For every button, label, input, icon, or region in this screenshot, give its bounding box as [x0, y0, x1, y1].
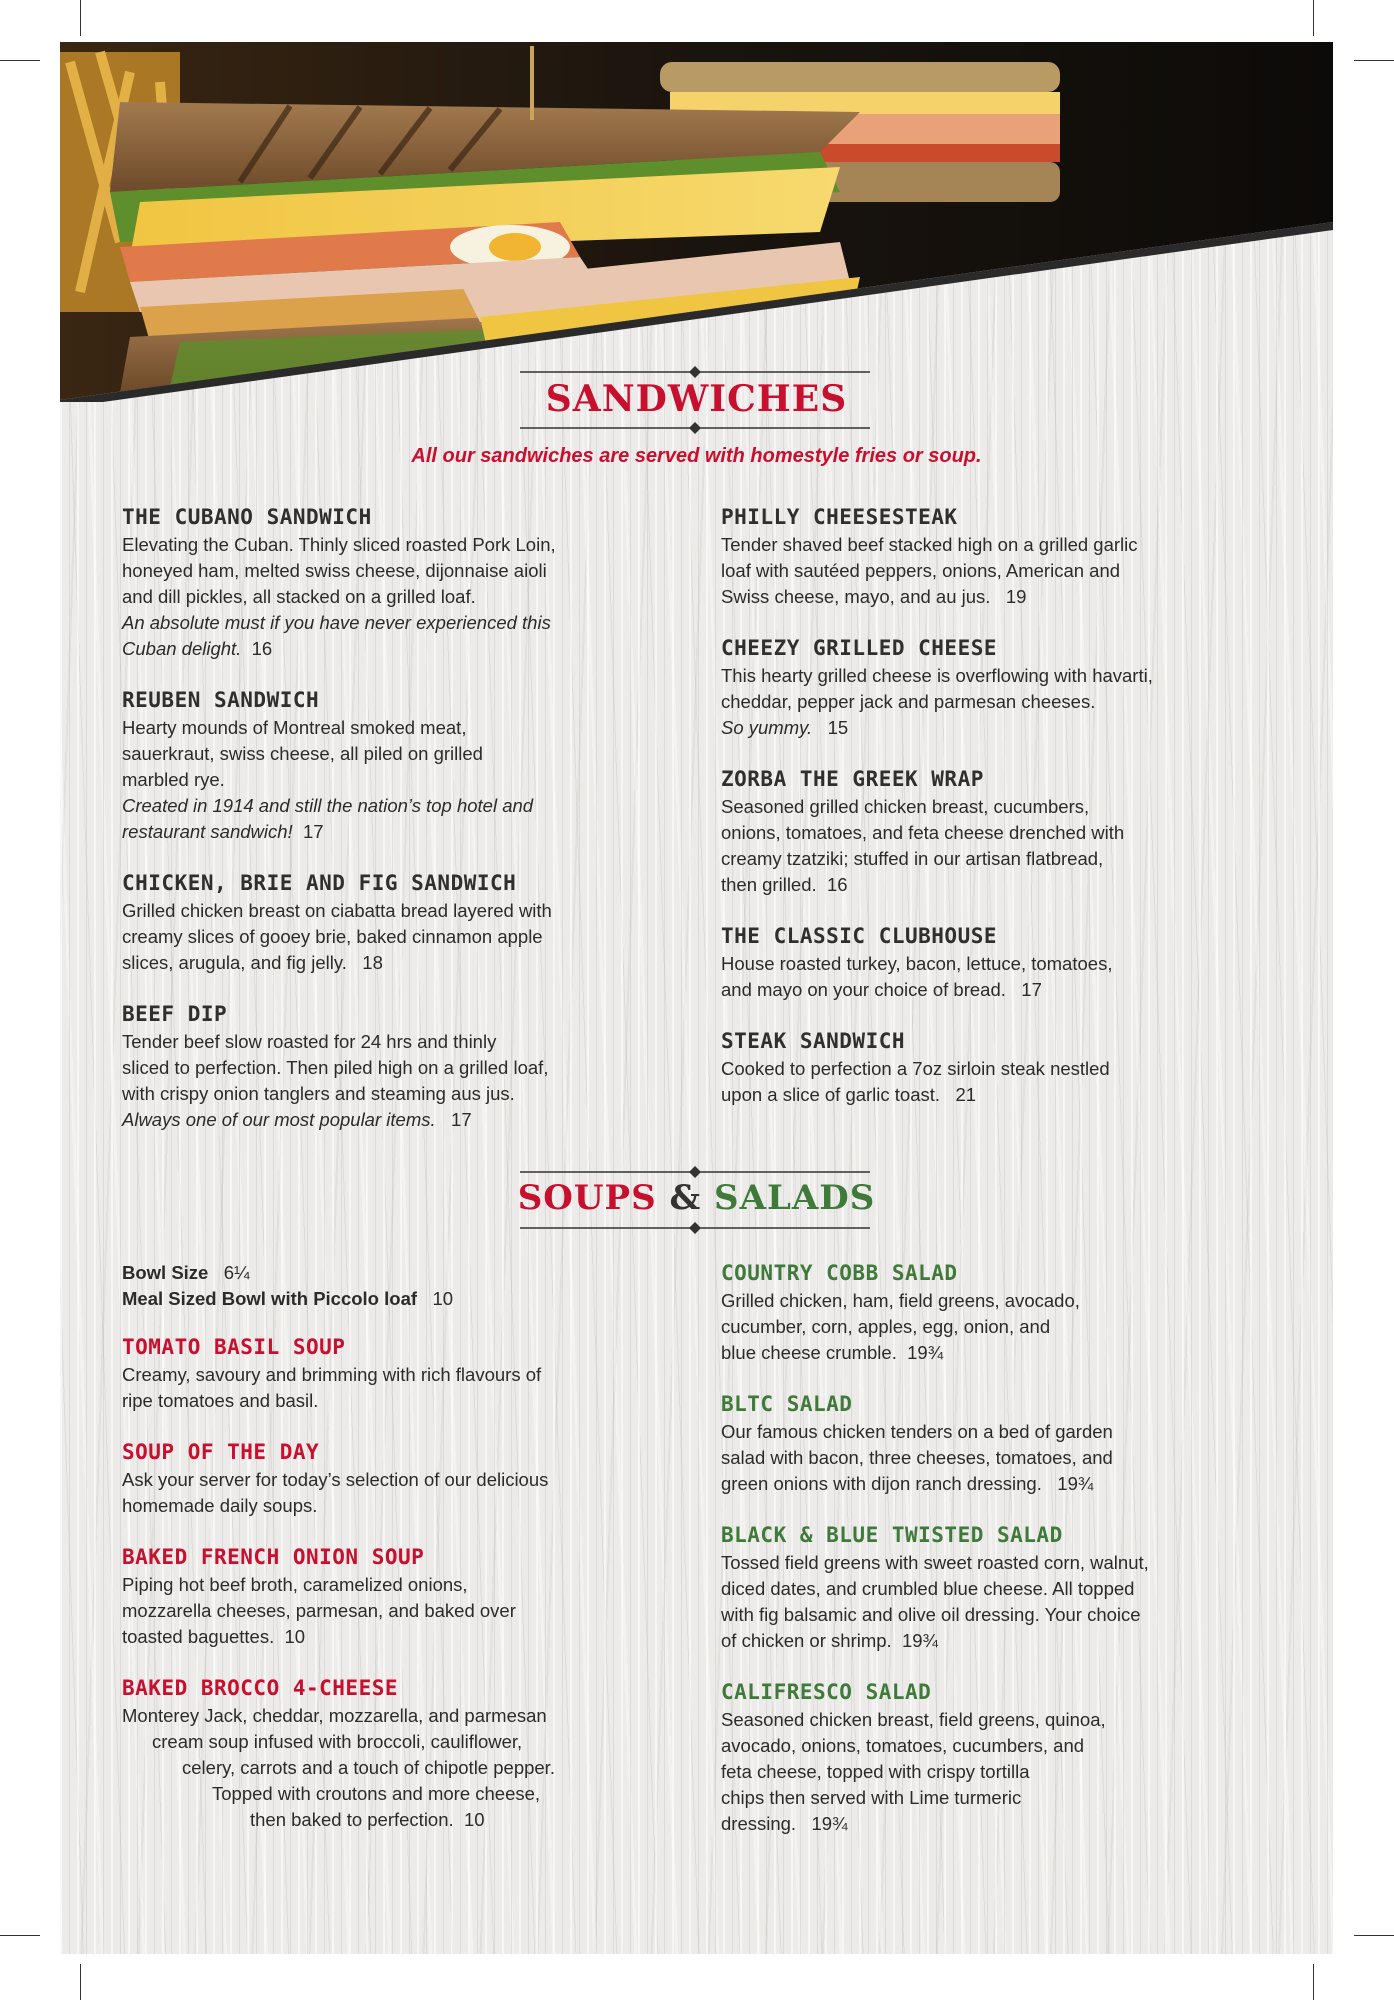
item-desc-line: with fig balsamic and olive oil dressing. Your choice: [721, 1604, 1141, 1625]
sandwiches-tagline: All our sandwiches are served with homestyle fries or soup.: [411, 445, 982, 467]
item-desc-text: dressing.: [721, 1813, 797, 1834]
item-desc-line: creamy tzatziki; stuffed in our artisan flatbread,: [721, 848, 1104, 869]
item-note-line: Created in 1914 and still the nation’s top hotel and: [122, 795, 534, 816]
item-desc-line: [721, 1811, 1301, 1837]
item-name: ZORBA THE GREEK WRAP: [721, 767, 984, 791]
item-price: 19¾: [907, 1342, 944, 1363]
item-desc-text: then baked to perfection.: [250, 1809, 454, 1830]
item-desc-text: Swiss cheese, mayo, and au jus.: [721, 586, 991, 607]
item-desc-line: [721, 1340, 1301, 1366]
item-desc-line: with crispy onion tanglers and steaming aus jus.: [122, 1083, 515, 1104]
item-desc-line: marbled rye.: [122, 769, 225, 790]
item-price: 17: [451, 1109, 472, 1130]
item-desc-text: slices, arugula, and fig jelly.: [122, 952, 347, 973]
item-name: CHEEZY GRILLED CHEESE: [721, 636, 998, 660]
item-desc-line: Elevating the Cuban. Thinly sliced roasted Pork Loin,: [122, 534, 556, 555]
sandwich-hero-image: [60, 42, 1333, 402]
crop-mark: [1313, 0, 1314, 36]
item-desc-line: Our famous chicken tenders on a bed of garden: [721, 1421, 1113, 1442]
crop-mark: [0, 60, 40, 61]
item-desc-line: sliced to perfection. Then piled high on a grilled loaf,: [122, 1057, 549, 1078]
menu-item-cubano: [122, 502, 682, 662]
item-note-text: So yummy.: [721, 717, 813, 738]
item-note-line: An absolute must if you have never experienced this: [122, 612, 551, 633]
item-name: BEEF DIP: [122, 1002, 228, 1026]
menu-item-cobb: [721, 1258, 1301, 1366]
meal-bowl-price: 10: [432, 1288, 454, 1309]
item-desc-line: Seasoned grilled chicken breast, cucumbers,: [721, 796, 1090, 817]
item-name: THE CUBANO SANDWICH: [122, 505, 372, 529]
item-desc-line: [122, 1807, 682, 1833]
item-note-text: Always one of our most popular items.: [122, 1109, 436, 1130]
menu-item-reuben: [122, 685, 682, 845]
item-note-line: [122, 636, 682, 662]
item-note-line: [122, 1107, 682, 1133]
item-desc-line: Piping hot beef broth, caramelized onions,: [122, 1574, 468, 1595]
menu-item-chicken-brie-fig: [122, 868, 682, 976]
item-desc-line: Tossed field greens with sweet roasted corn, walnut,: [721, 1552, 1149, 1573]
item-desc-text: toasted baguettes.: [122, 1626, 275, 1647]
menu-item-cheezy: [721, 633, 1301, 741]
item-desc-text: of chicken or shrimp.: [721, 1630, 892, 1651]
sandwiches-title: SANDWICHES: [545, 378, 848, 420]
menu-item-black-blue: [721, 1520, 1301, 1654]
menu-page: [60, 42, 1333, 1954]
item-name: BLACK & BLUE TWISTED SALAD: [721, 1523, 1063, 1547]
item-name: PHILLY CHEESESTEAK: [721, 505, 958, 529]
item-desc-line: chips then served with Lime turmeric: [721, 1787, 1022, 1808]
item-desc-text: blue cheese crumble.: [721, 1342, 897, 1363]
item-price: 17: [302, 821, 324, 842]
item-desc-line: Cooked to perfection a 7oz sirloin steak nestled: [721, 1058, 1110, 1079]
item-desc-line: This hearty grilled cheese is overflowing with havarti,: [721, 665, 1153, 686]
item-desc-line: onions, tomatoes, and feta cheese drenched with: [721, 822, 1125, 843]
soups-salads-header: [60, 1164, 1333, 1234]
item-desc-text: and mayo on your choice of bread.: [721, 979, 1006, 1000]
item-desc-line: Hearty mounds of Montreal smoked meat,: [122, 717, 467, 738]
ampersand: &: [669, 1178, 702, 1218]
item-name: COUNTRY COBB SALAD: [721, 1261, 958, 1285]
item-name: CALIFRESCO SALAD: [721, 1680, 932, 1704]
item-desc-line: [721, 1471, 1301, 1497]
bowl-size-line: [122, 1260, 682, 1286]
salads-title-word: SALADS: [714, 1178, 876, 1218]
item-price: 19¾: [811, 1813, 848, 1834]
item-price: 15: [827, 717, 849, 738]
sandwiches-left-column: [122, 502, 682, 1156]
meal-bowl-line: [122, 1286, 682, 1312]
item-desc-line: Ask your server for today’s selection of our delicious: [122, 1469, 549, 1490]
item-desc-line: [721, 977, 1301, 1003]
menu-item-tomato-basil: [122, 1332, 682, 1414]
item-desc-line: cucumber, corn, apples, egg, onion, and: [721, 1316, 1051, 1337]
item-desc-line: Tender shaved beef stacked high on a grilled garlic: [721, 534, 1138, 555]
menu-item-soup-of-the-day: [122, 1437, 682, 1519]
item-price: 18: [362, 952, 383, 973]
item-price: 17: [1021, 979, 1042, 1000]
menu-item-zorba: [721, 764, 1301, 898]
item-note-line: [122, 819, 682, 845]
soups-title-word: SOUPS: [517, 1178, 657, 1218]
item-price: 16: [251, 638, 273, 659]
item-desc-line: cheddar, pepper jack and parmesan cheeses.: [721, 691, 1096, 712]
item-desc-line: homemade daily soups.: [122, 1495, 318, 1516]
item-name: TOMATO BASIL SOUP: [122, 1335, 346, 1359]
item-desc-line: [721, 1082, 1301, 1108]
item-desc-line: Grilled chicken, ham, field greens, avocado,: [721, 1290, 1080, 1311]
menu-item-steak-sandwich: [721, 1026, 1301, 1108]
bowl-size-price: 6¼: [223, 1262, 250, 1283]
item-desc-text: then grilled.: [721, 874, 817, 895]
item-desc-line: mozzarella cheeses, parmesan, and baked over: [122, 1600, 516, 1621]
item-desc-text: upon a slice of garlic toast.: [721, 1084, 941, 1105]
item-name: CHICKEN, BRIE AND FIG SANDWICH: [122, 871, 517, 895]
soups-column: [122, 1260, 682, 1856]
item-desc-line: Monterey Jack, cheddar, mozzarella, and parmesan: [122, 1705, 547, 1726]
crop-mark: [0, 1935, 40, 1936]
item-desc-line: House roasted turkey, bacon, lettuce, tomatoes,: [721, 953, 1113, 974]
item-name: BLTC SALAD: [721, 1392, 853, 1416]
item-desc-line: [721, 584, 1301, 610]
crop-mark: [1354, 60, 1394, 61]
item-desc-line: creamy slices of gooey brie, baked cinnamon apple: [122, 926, 543, 947]
item-price: 19: [1005, 586, 1027, 607]
item-note-line: [721, 715, 1301, 741]
item-desc-line: diced dates, and crumbled blue cheese. All topped: [721, 1578, 1135, 1599]
item-desc-line: loaf with sautéed peppers, onions, American and: [721, 560, 1121, 581]
crop-mark: [1354, 1935, 1394, 1936]
item-name: THE CLASSIC CLUBHOUSE: [721, 924, 998, 948]
item-desc-line: [721, 872, 1301, 898]
bowl-size-label: Bowl Size: [122, 1262, 209, 1283]
item-desc-line: Grilled chicken breast on ciabatta bread layered with: [122, 900, 552, 921]
item-desc-text: green onions with dijon ranch dressing.: [721, 1473, 1042, 1494]
menu-item-philly: [721, 502, 1301, 610]
sandwiches-header: [60, 364, 1333, 434]
item-desc-line: celery, carrots and a touch of chipotle pepper.: [182, 1757, 555, 1778]
item-name: BAKED FRENCH ONION SOUP: [122, 1545, 425, 1569]
item-desc-line: and dill pickles, all stacked on a grilled loaf.: [122, 586, 476, 607]
soups-salads-title: [60, 1178, 1333, 1218]
item-price: 19¾: [1057, 1473, 1094, 1494]
item-desc-line: Tender beef slow roasted for 24 hrs and thinly: [122, 1031, 497, 1052]
menu-item-beef-dip: [122, 999, 682, 1133]
item-desc-line: Topped with croutons and more cheese,: [212, 1783, 541, 1804]
item-desc-line: avocado, onions, tomatoes, cucumbers, and: [721, 1735, 1085, 1756]
item-name: STEAK SANDWICH: [721, 1029, 906, 1053]
sandwiches-right-column: [721, 502, 1301, 1131]
menu-item-french-onion: [122, 1542, 682, 1650]
item-desc-line: ripe tomatoes and basil.: [122, 1390, 319, 1411]
item-desc-line: honeyed ham, melted swiss cheese, dijonnaise aioli: [122, 560, 547, 581]
meal-bowl-label: Meal Sized Bowl with Piccolo loaf: [122, 1288, 418, 1309]
item-price: 10: [284, 1626, 306, 1647]
menu-item-clubhouse: [721, 921, 1301, 1003]
item-note-text: restaurant sandwich!: [122, 821, 293, 842]
item-desc-line: Seasoned chicken breast, field greens, quinoa,: [721, 1709, 1106, 1730]
item-note-text: Cuban delight.: [122, 638, 242, 659]
item-desc-line: feta cheese, topped with crispy tortilla: [721, 1761, 1030, 1782]
item-desc-line: [721, 1628, 1301, 1654]
item-desc-line: [122, 950, 682, 976]
item-desc-line: cream soup infused with broccoli, cauliflower,: [152, 1731, 523, 1752]
salads-column: [721, 1258, 1301, 1860]
item-desc-line: [122, 1624, 682, 1650]
item-desc-line: Creamy, savoury and brimming with rich flavours of: [122, 1364, 542, 1385]
item-desc-line: salad with bacon, three cheeses, tomatoes, and: [721, 1447, 1113, 1468]
crop-mark: [80, 1964, 81, 2000]
item-price: 21: [955, 1084, 977, 1105]
item-name: SOUP OF THE DAY: [122, 1440, 320, 1464]
crop-mark: [80, 0, 81, 36]
crop-mark: [1313, 1964, 1314, 2000]
item-name: BAKED BROCCO 4-CHEESE: [122, 1676, 399, 1700]
item-price: 19¾: [901, 1630, 938, 1651]
item-price: 10: [463, 1809, 485, 1830]
menu-item-bltc: [721, 1389, 1301, 1497]
item-name: REUBEN SANDWICH: [122, 688, 320, 712]
item-price: 16: [826, 874, 848, 895]
menu-item-brocco-cheese: [122, 1673, 682, 1833]
menu-item-califresco: [721, 1677, 1301, 1837]
item-desc-line: sauerkraut, swiss cheese, all piled on grilled: [122, 743, 483, 764]
